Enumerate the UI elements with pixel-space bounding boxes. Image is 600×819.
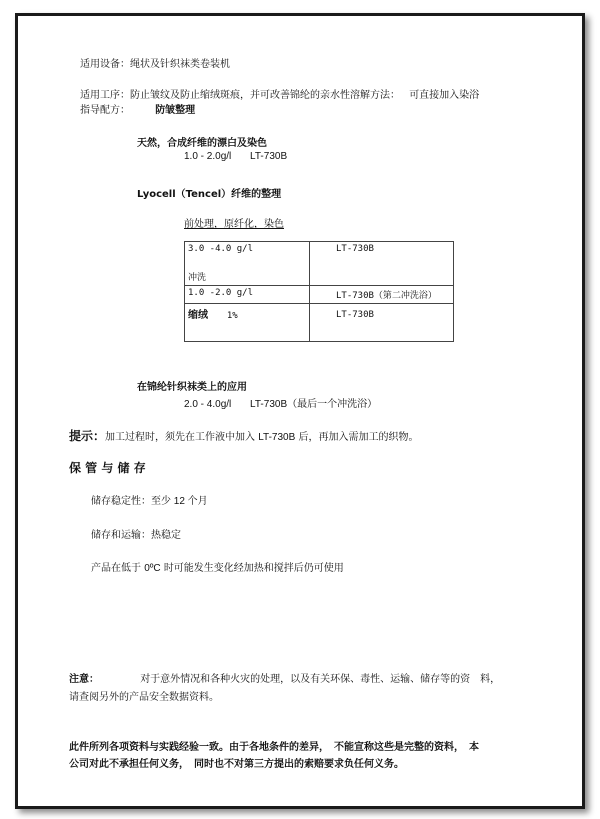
table-cell: 1.0 -2.0 g/l [185, 286, 310, 304]
natural-section-title: 天然，合成纤维的漂白及染色 [137, 138, 267, 149]
storage-heading: 保 管 与 储 存 [69, 461, 146, 475]
table-cell: LT-730B [310, 304, 454, 342]
equipment-line: 适用设备：绳状及针织袜类卷装机 [80, 59, 230, 70]
recipe-line: 指导配方： 防皱整理 [80, 105, 196, 116]
disclaimer-line-1: 此件所列各项资料与实践经验一致。由于各地条件的差异， 不能宣称这些是完整的资料， 本 [69, 742, 479, 753]
storage-stability: 储存稳定性：至少 12 个月 [91, 496, 208, 507]
table-row [185, 304, 454, 342]
table-cell: LT-730B [310, 242, 454, 286]
disclaimer-line-2: 公司对此不承担任何义务， 同时也不对第三方提出的索赔要求负任何义务。 [69, 759, 404, 770]
nylon-section-title: 在锦纶针织袜类上的应用 [137, 382, 247, 393]
storage-transport: 储存和运输：热稳定 [91, 530, 181, 541]
table-row [185, 242, 454, 286]
table-cell: 3.0 -4.0 g/l 冲洗 [185, 242, 310, 286]
notice-line-1: 注意： 对于意外情况和各种火灾的处理，以及有关环保、毒性、运输、储存等的资 料， [69, 674, 501, 685]
nylon-dosage: 2.0 - 4.0g/l LT-730B（最后一个冲洗浴） [184, 399, 378, 410]
process-line: 适用工序：防止皱纹及防止缩绒斑痕，并可改善锦纶的亲水性溶解方法： 可直接加入染浴 [80, 90, 480, 101]
storage-note: 产品在低于 0ºC 时可能发生变化经加热和搅拌后仍可使用 [91, 563, 344, 574]
lyocell-section-title: Lyocell（Tencel）纤维的整理 [137, 189, 282, 200]
table-cell: 缩绒 1% [185, 304, 310, 342]
lyocell-table [184, 241, 454, 342]
table-cell: LT-730B（第二冲洗浴） [310, 286, 454, 304]
natural-dosage: 1.0 - 2.0g/l LT-730B [184, 151, 288, 162]
lyocell-subtitle: 前处理，原纤化，染色 [184, 219, 284, 230]
tip-line: 提示：加工过程时，须先在工作液中加入 LT-730B 后，再加入需加工的织物。 [69, 429, 419, 443]
notice-line-2: 请查阅另外的产品安全数据资料。 [69, 692, 219, 703]
table-row [185, 286, 454, 304]
